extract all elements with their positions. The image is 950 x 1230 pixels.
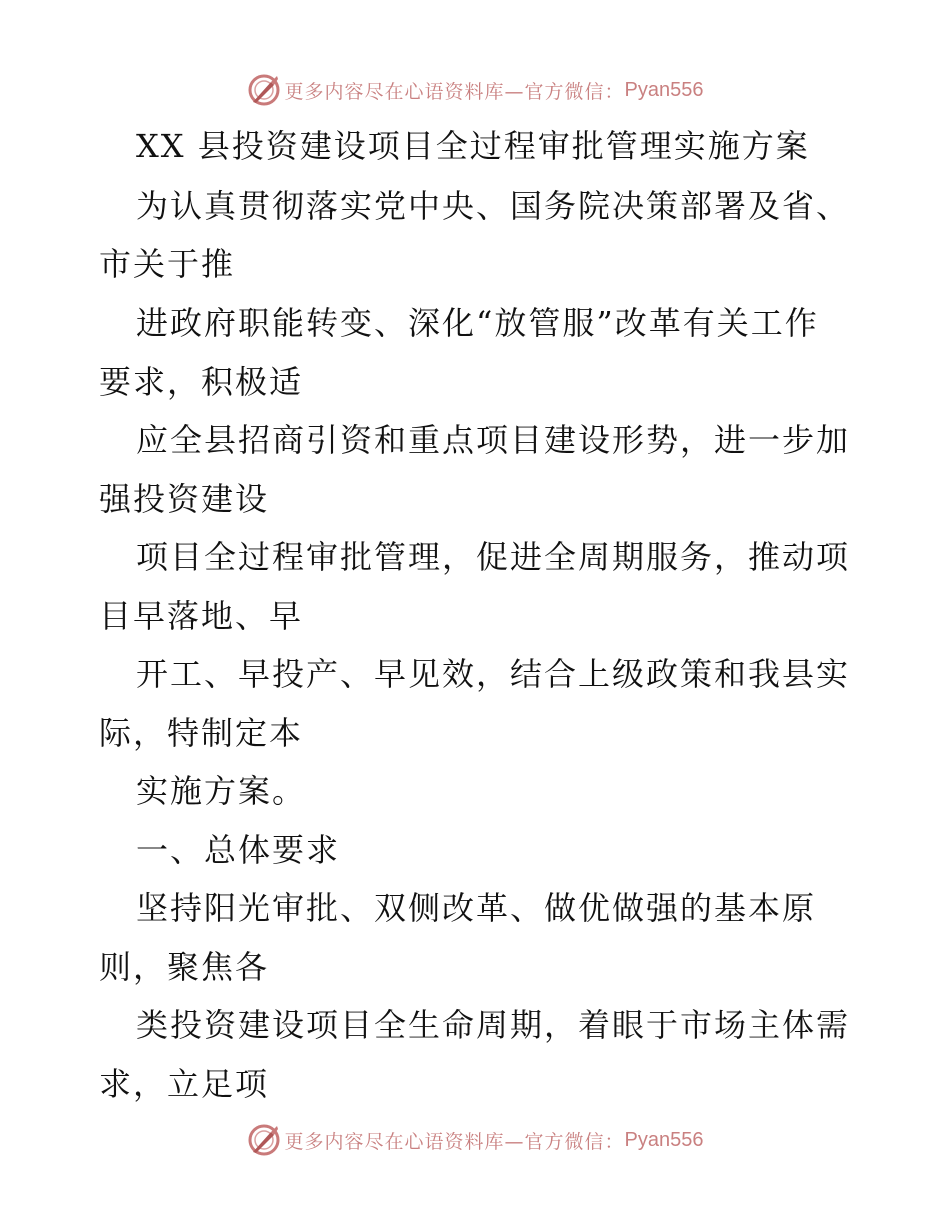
quill-logo-icon [247,73,281,107]
paragraph-line: 求，立足项 [99,1065,270,1103]
watermark-wechat-id: Pyan556 [624,1128,704,1151]
watermark-text: 更多内容尽在心语资料库—官方微信： [284,80,625,103]
footer-watermark [0,1120,950,1160]
paragraph-line: 应全县招商引资和重点项目建设形势，进一步加 [136,421,851,459]
paragraph-line: 进政府职能转变、深化“放管服”改革有关工作 [136,304,819,342]
paragraph-line: 市关于推 [99,245,236,283]
quill-logo-icon [247,1123,281,1157]
paragraph-line: 类投资建设项目全生命周期，着眼于市场主体需 [136,1006,851,1044]
watermark-wechat-id: Pyan556 [624,78,704,101]
watermark-text: 更多内容尽在心语资料库—官方微信： [284,1130,625,1153]
paragraph-line: 开工、早投产、早见效，结合上级政策和我县实 [136,655,851,693]
section-heading: 一、总体要求 [136,831,341,869]
paragraph-line: 要求，积极适 [99,363,304,401]
paragraph-line: 则，聚焦各 [99,948,270,986]
paragraph-line: 目早落地、早 [99,597,304,635]
paragraph-line: 项目全过程审批管理，促进全周期服务，推动项 [136,538,851,576]
paragraph-line: 为认真贯彻落实党中央、国务院决策部署及省、 [136,187,851,225]
document-title: XX 县投资建设项目全过程审批管理实施方案 [136,127,810,165]
paragraph-line: 坚持阳光审批、双侧改革、做优做强的基本原 [136,889,817,927]
paragraph-line: 实施方案。 [136,772,307,810]
paragraph-line: 强投资建设 [99,480,270,518]
header-watermark [0,70,950,110]
paragraph-line: 际，特制定本 [99,714,304,752]
